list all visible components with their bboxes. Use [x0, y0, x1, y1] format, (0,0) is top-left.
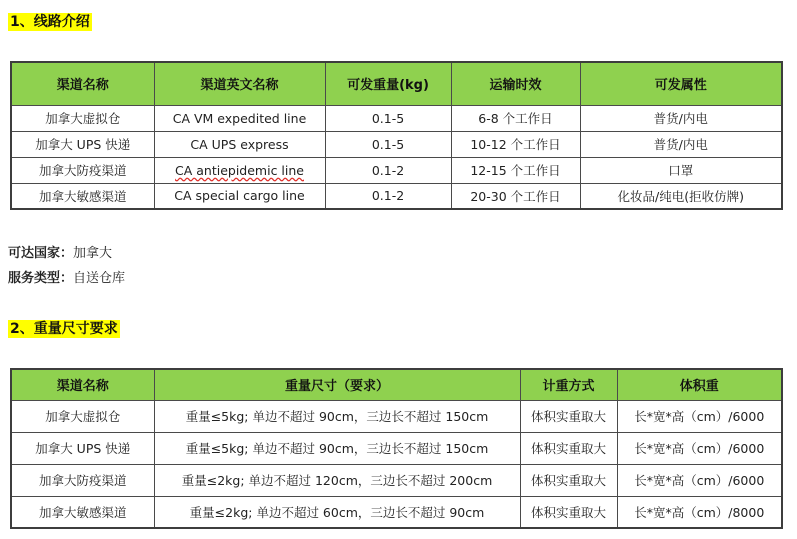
column-header: 运输时效	[451, 62, 580, 105]
routes-table	[10, 61, 783, 210]
table-cell: 0.1-5	[325, 105, 451, 131]
column-header: 体积重	[617, 369, 782, 400]
table-cell: 0.1-2	[325, 157, 451, 183]
table-cell: 重量≤2kg; 单边不超过 60cm，三边长不超过 90cm	[154, 496, 520, 528]
table-header-row	[11, 62, 782, 105]
table-cell: 6-8 个工作日	[451, 105, 580, 131]
table-cell: 加拿大敏感渠道	[11, 183, 154, 209]
column-header: 渠道名称	[11, 369, 154, 400]
table-cell: 加拿大虚拟仓	[11, 105, 154, 131]
table-cell: 重量≤5kg; 单边不超过 90cm，三边长不超过 150cm	[154, 400, 520, 432]
table-cell: CA antiepidemic line	[154, 157, 325, 183]
service-type	[8, 270, 125, 288]
table-cell: 口罩	[580, 157, 782, 183]
table-cell: 加拿大 UPS 快递	[11, 432, 154, 464]
table-row	[11, 105, 782, 131]
table-cell: 体积实重取大	[520, 432, 617, 464]
table-cell: 体积实重取大	[520, 496, 617, 528]
column-header: 渠道英文名称	[154, 62, 325, 105]
table-cell: 长*宽*高（cm）/6000	[617, 464, 782, 496]
table-cell: 长*宽*高（cm）/8000	[617, 496, 782, 528]
table-cell: CA UPS express	[154, 131, 325, 157]
table-cell: 长*宽*高（cm）/6000	[617, 400, 782, 432]
column-header: 渠道名称	[11, 62, 154, 105]
table-row	[11, 400, 782, 432]
section-heading-requirements: 2、重量尺寸要求	[10, 321, 118, 337]
table-cell: 长*宽*高（cm）/6000	[617, 432, 782, 464]
info-label: 可达国家：	[8, 246, 74, 261]
table-cell: 加拿大敏感渠道	[11, 496, 154, 528]
table-cell: 重量≤5kg; 单边不超过 90cm，三边长不超过 150cm	[154, 432, 520, 464]
table-cell: 加拿大防疫渠道	[11, 464, 154, 496]
table-cell: 12-15 个工作日	[451, 157, 580, 183]
table-row	[11, 496, 782, 528]
column-header: 计重方式	[520, 369, 617, 400]
table-row	[11, 432, 782, 464]
table-cell: 加拿大虚拟仓	[11, 400, 154, 432]
table-cell: 20-30 个工作日	[451, 183, 580, 209]
table-cell: CA VM expedited line	[154, 105, 325, 131]
table-cell: 0.1-5	[325, 131, 451, 157]
info-label: 服务类型：	[8, 271, 74, 286]
table-cell: 体积实重取大	[520, 464, 617, 496]
table-cell: 加拿大防疫渠道	[11, 157, 154, 183]
table-row	[11, 183, 782, 209]
table-header-row	[11, 369, 782, 400]
table-row	[11, 157, 782, 183]
table-cell: 加拿大 UPS 快递	[11, 131, 154, 157]
table-cell: 重量≤2kg; 单边不超过 120cm，三边长不超过 200cm	[154, 464, 520, 496]
table-cell: 体积实重取大	[520, 400, 617, 432]
table-cell: 化妆品/纯电(拒收仿牌)	[580, 183, 782, 209]
section-heading-routes: 1、线路介绍	[10, 14, 90, 30]
table-cell: 10-12 个工作日	[451, 131, 580, 157]
info-value: 加拿大	[73, 246, 113, 261]
table-cell: 普货/内电	[580, 131, 782, 157]
column-header: 可发重量(kg)	[325, 62, 451, 105]
table-row	[11, 131, 782, 157]
column-header: 可发属性	[580, 62, 782, 105]
table-cell: 0.1-2	[325, 183, 451, 209]
info-value: 自送仓库	[73, 271, 126, 286]
table-cell: CA special cargo line	[154, 183, 325, 209]
table-cell: 普货/内电	[580, 105, 782, 131]
requirements-table	[10, 368, 783, 529]
column-header: 重量尺寸（要求）	[154, 369, 520, 400]
table-row	[11, 464, 782, 496]
reachable-countries	[8, 245, 112, 263]
